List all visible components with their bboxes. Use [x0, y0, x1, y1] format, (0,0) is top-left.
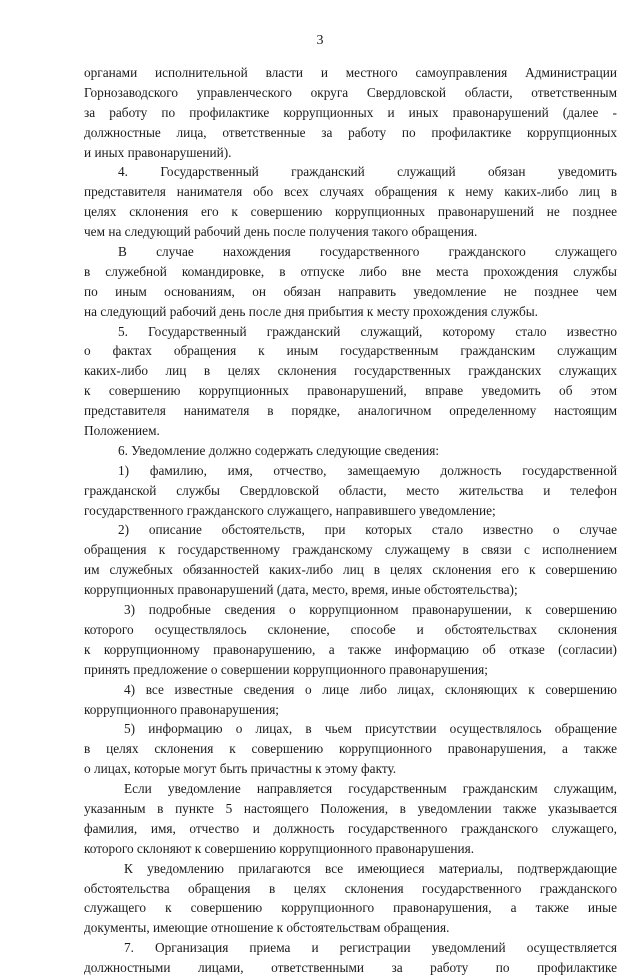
- text-line: обстоятельства обращения в целях склонения государственного гражданского: [84, 880, 617, 896]
- text-line: целях склонения его к совершению коррупционных правонарушений не позднее: [84, 204, 617, 220]
- text-line: Положением.: [84, 423, 160, 439]
- text-line: обращения к государственному гражданскому служащему в связи с исполнением: [84, 542, 617, 558]
- paragraph: [84, 680, 617, 720]
- page-number: 3: [316, 33, 324, 48]
- text-line: 1) фамилию, имя, отчество, замещаемую должность государственной: [118, 462, 617, 478]
- text-line: к коррупционному правонарушению, а также информацию об отказе (согласии): [84, 641, 617, 657]
- text-line: и иных правонарушений).: [84, 144, 232, 160]
- text-line: 5. Государственный гражданский служащий, которому стало известно: [118, 323, 617, 339]
- paragraph: [84, 938, 617, 978]
- document-body: [84, 63, 617, 978]
- paragraph: [84, 63, 617, 162]
- text-line: 2) описание обстоятельств, при которых стало известно о случае: [118, 522, 617, 538]
- paragraph: [84, 441, 617, 461]
- paragraph: [84, 242, 617, 322]
- paragraph: [84, 719, 617, 779]
- text-line: в целях склонения к совершению коррупционного правонарушения, а также: [84, 741, 617, 757]
- text-line: должностные лица, ответственные за работу по профилактике коррупционных: [84, 124, 617, 140]
- text-line: в служебной командировке, в отпуске либо вне места прохождения службы: [84, 263, 617, 279]
- text-line: документы, имеющие отношение к обстоятельствам обращения.: [84, 920, 450, 936]
- text-line: о фактах обращения к иным государственным гражданским служащим: [84, 343, 617, 359]
- paragraph: [84, 162, 617, 242]
- text-line: за работу по профилактике коррупционных и иных правонарушений (далее -: [84, 104, 617, 120]
- text-line: о лицах, которые могут быть причастны к этому факту.: [84, 761, 397, 777]
- paragraph: [84, 779, 617, 859]
- paragraph: [84, 461, 617, 521]
- text-line: указанным в пункте 5 настоящего Положения, в уведомлении также указывается: [84, 800, 617, 816]
- text-line: 4. Государственный гражданский служащий обязан уведомить: [118, 164, 617, 180]
- text-line: им служебных обязанностей каких-либо лиц в целях склонения его к совершению: [84, 562, 617, 578]
- text-line: коррупционного правонарушения;: [84, 701, 279, 717]
- text-line: фамилия, имя, отчество и должность государственного гражданского служащего,: [84, 820, 617, 836]
- text-line: К уведомлению прилагаются все имеющиеся материалы, подтверждающие: [124, 860, 617, 876]
- text-line: гражданской службы Свердловской области, место жительства и телефон: [84, 482, 617, 498]
- text-line: каких-либо лиц в целях склонения государственных гражданских служащих: [84, 363, 617, 379]
- text-line: 3) подробные сведения о коррупционном правонарушении, к совершению: [124, 602, 617, 618]
- text-line: которого осуществлялось склонение, способе и обстоятельствах склонения: [84, 621, 617, 637]
- text-line: которого склоняют к совершению коррупционного правонарушения.: [84, 840, 475, 856]
- text-line: на следующий рабочий день после дня прибытия к месту прохождения службы.: [84, 303, 538, 319]
- text-line: принять предложение о совершении коррупционного правонарушения;: [84, 661, 488, 677]
- paragraph: [84, 520, 617, 600]
- paragraph: [84, 859, 617, 939]
- text-line: должностными лицами, ответственными за работу по профилактике: [84, 960, 617, 976]
- text-line: к совершению коррупционных правонарушений, вправе уведомить об этом: [84, 383, 617, 399]
- text-line: по иным основаниям, он обязан направить уведомление не позднее чем: [84, 283, 617, 299]
- text-line: 4) все известные сведения о лице либо лицах, склоняющих к совершению: [124, 681, 617, 697]
- paragraph: [84, 600, 617, 680]
- text-line: 6. Уведомление должно содержать следующие сведения:: [118, 442, 440, 458]
- text-line: коррупционных правонарушений (дата, место, время, иные обстоятельства);: [84, 582, 518, 598]
- text-line: государственного гражданского служащего, направившего уведомление;: [84, 502, 496, 518]
- text-line: служащего к совершению коррупционного правонарушения, а также иные: [84, 900, 617, 916]
- text-line: представителя нанимателя обо всех случаях обращения к нему каких-либо лиц в: [84, 184, 617, 200]
- paragraph: [84, 322, 617, 441]
- text-line: чем на следующий рабочий день после получения такого обращения.: [84, 224, 478, 240]
- text-line: 7. Организация приема и регистрации уведомлений осуществляется: [124, 940, 617, 956]
- text-line: органами исполнительной власти и местного самоуправления Администрации: [84, 65, 617, 80]
- text-line: представителя нанимателя в порядке, аналогичном определенному настоящим: [84, 403, 617, 419]
- text-line: Горнозаводского управленческого округа Свердловской области, ответственным: [84, 84, 617, 100]
- text-line: 5) информацию о лицах, в чьем присутствии осуществлялось обращение: [124, 721, 617, 737]
- text-line: В случае нахождения государственного гражданского служащего: [118, 244, 617, 260]
- text-line: Если уведомление направляется государственным гражданским служащим,: [124, 781, 617, 797]
